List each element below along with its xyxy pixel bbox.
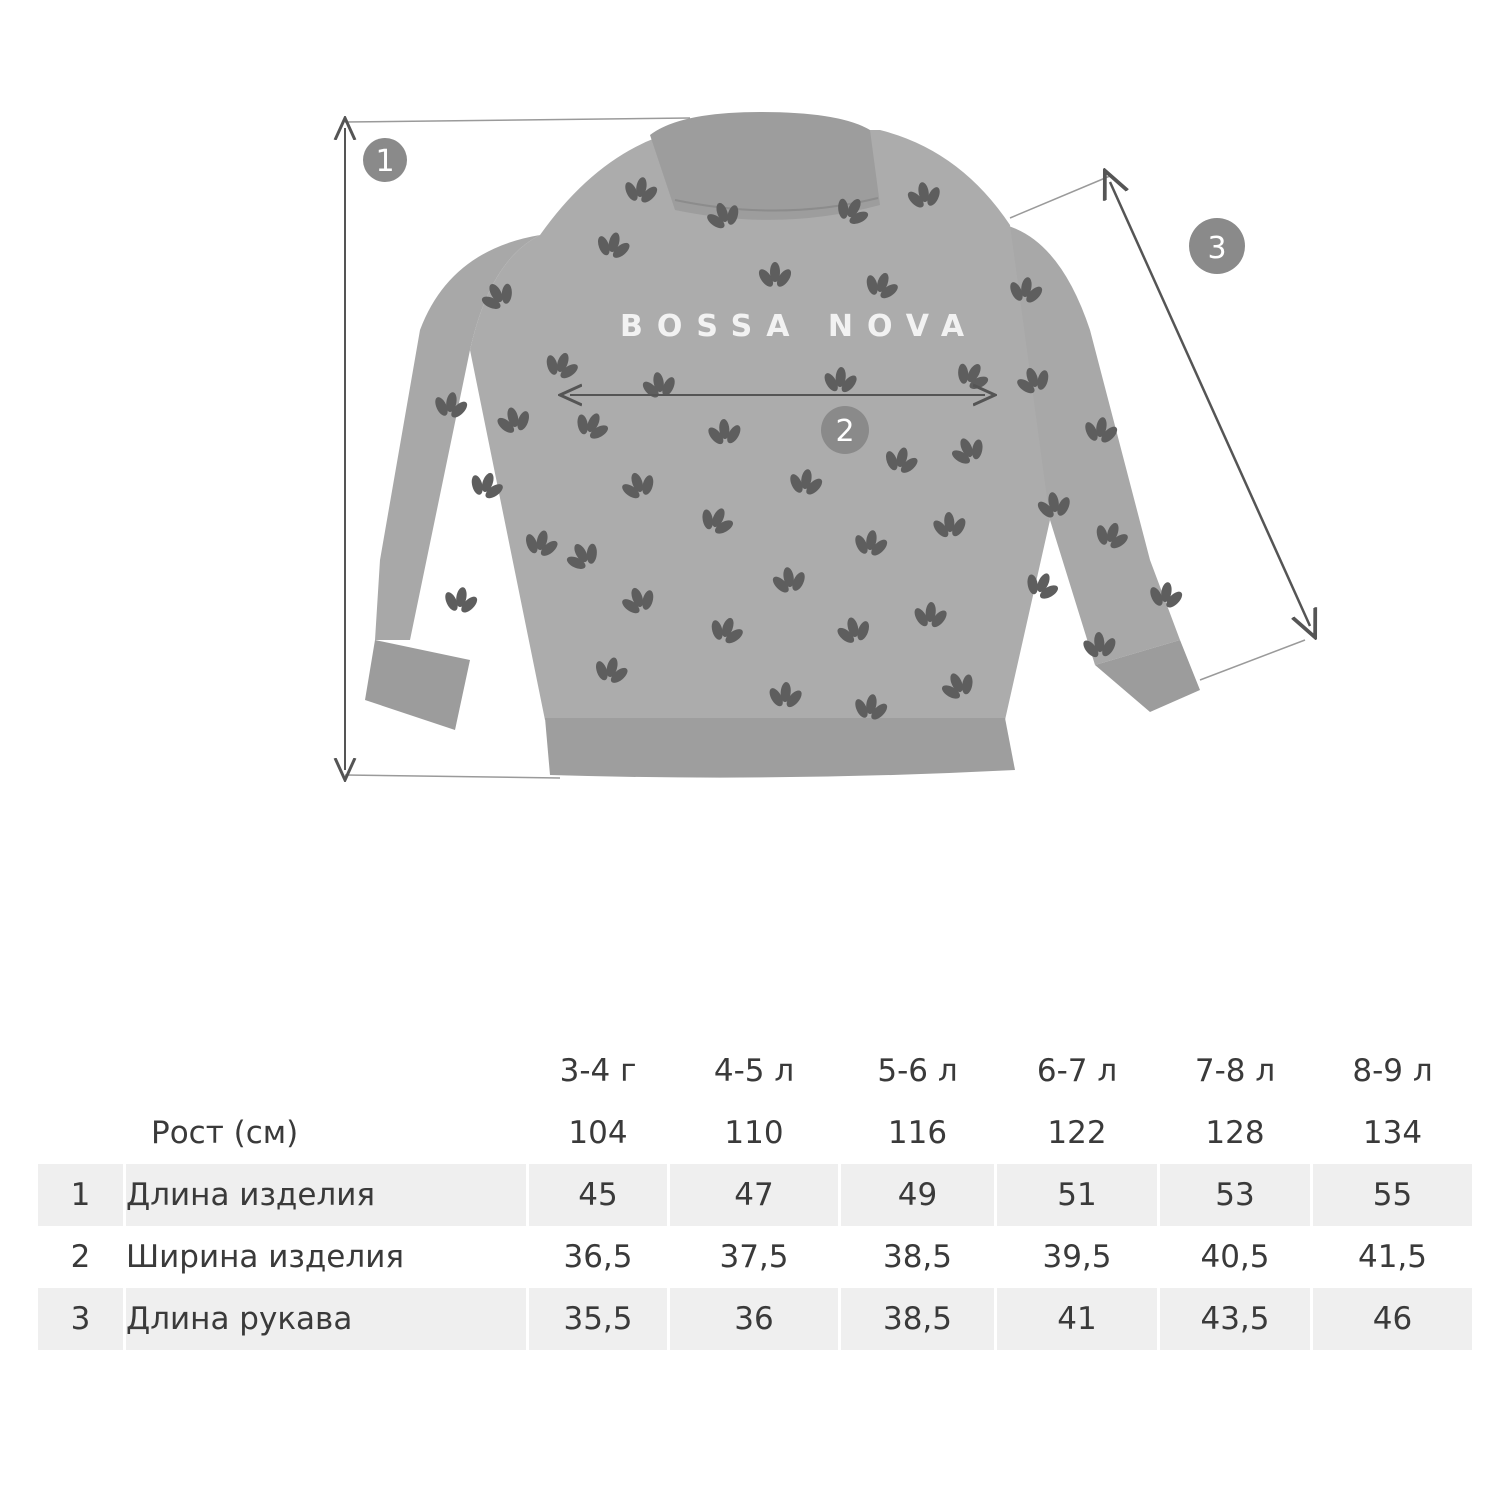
- left-cuff: [365, 640, 470, 730]
- marker-1-label: 1: [375, 144, 395, 179]
- row-number: 2: [70, 1239, 91, 1275]
- table-cell: 39,5: [1042, 1239, 1112, 1275]
- marker-2-label: 2: [835, 414, 855, 449]
- table-cell: 49: [841, 1164, 994, 1226]
- leaf-motif: [440, 584, 482, 617]
- row-number: 3: [38, 1288, 123, 1350]
- size-header: 7-8 л: [1194, 1053, 1276, 1089]
- size-header: 6-7 л: [1036, 1053, 1118, 1089]
- table-cell: 122: [1047, 1115, 1107, 1151]
- brand-logo-text: BOSSA NOVA: [620, 309, 979, 344]
- table-cell: 128: [1205, 1115, 1265, 1151]
- table-row: [38, 1288, 1472, 1350]
- table-cell: 55: [1313, 1164, 1472, 1226]
- row-label: Длина изделия: [126, 1164, 526, 1226]
- table-cell: 51: [997, 1164, 1157, 1226]
- table-cell: 45: [529, 1164, 667, 1226]
- size-header: 3-4 г: [559, 1053, 637, 1089]
- table-cell: 104: [568, 1115, 628, 1151]
- sweater-hem: [545, 718, 1015, 778]
- size-header: 5-6 л: [877, 1053, 958, 1089]
- size-header: 4-5 л: [713, 1053, 795, 1089]
- marker-3-label: 3: [1207, 231, 1227, 266]
- row-label: Длина рукава: [126, 1288, 526, 1350]
- table-cell: 37,5: [719, 1239, 789, 1275]
- row-label: Ширина изделия: [126, 1239, 404, 1275]
- table-cell: 38,5: [882, 1239, 953, 1275]
- table-cell: 38,5: [841, 1288, 994, 1350]
- table-row: [38, 1226, 1472, 1288]
- height-row: [38, 1102, 1472, 1164]
- table-cell: 46: [1313, 1288, 1472, 1350]
- row-number: 1: [38, 1164, 123, 1226]
- table-row: [38, 1164, 1472, 1226]
- table-cell: 116: [887, 1115, 948, 1151]
- table-cell: 47: [670, 1164, 838, 1226]
- size-header: 8-9 л: [1352, 1053, 1433, 1089]
- table-cell: 40,5: [1200, 1239, 1270, 1275]
- table-cell: 36: [670, 1288, 838, 1350]
- table-cell: 43,5: [1160, 1288, 1310, 1350]
- table-cell: 35,5: [529, 1288, 667, 1350]
- table-cell: 41: [997, 1288, 1157, 1350]
- table-cell: 134: [1362, 1115, 1423, 1151]
- table-cell: 110: [724, 1115, 784, 1151]
- size-table: [35, 1040, 1475, 1350]
- table-cell: 53: [1160, 1164, 1310, 1226]
- table-cell: 41,5: [1357, 1239, 1428, 1275]
- row-label: Рост (см): [151, 1115, 299, 1151]
- table-cell: 36,5: [563, 1239, 633, 1275]
- size-header-row: [38, 1040, 1472, 1102]
